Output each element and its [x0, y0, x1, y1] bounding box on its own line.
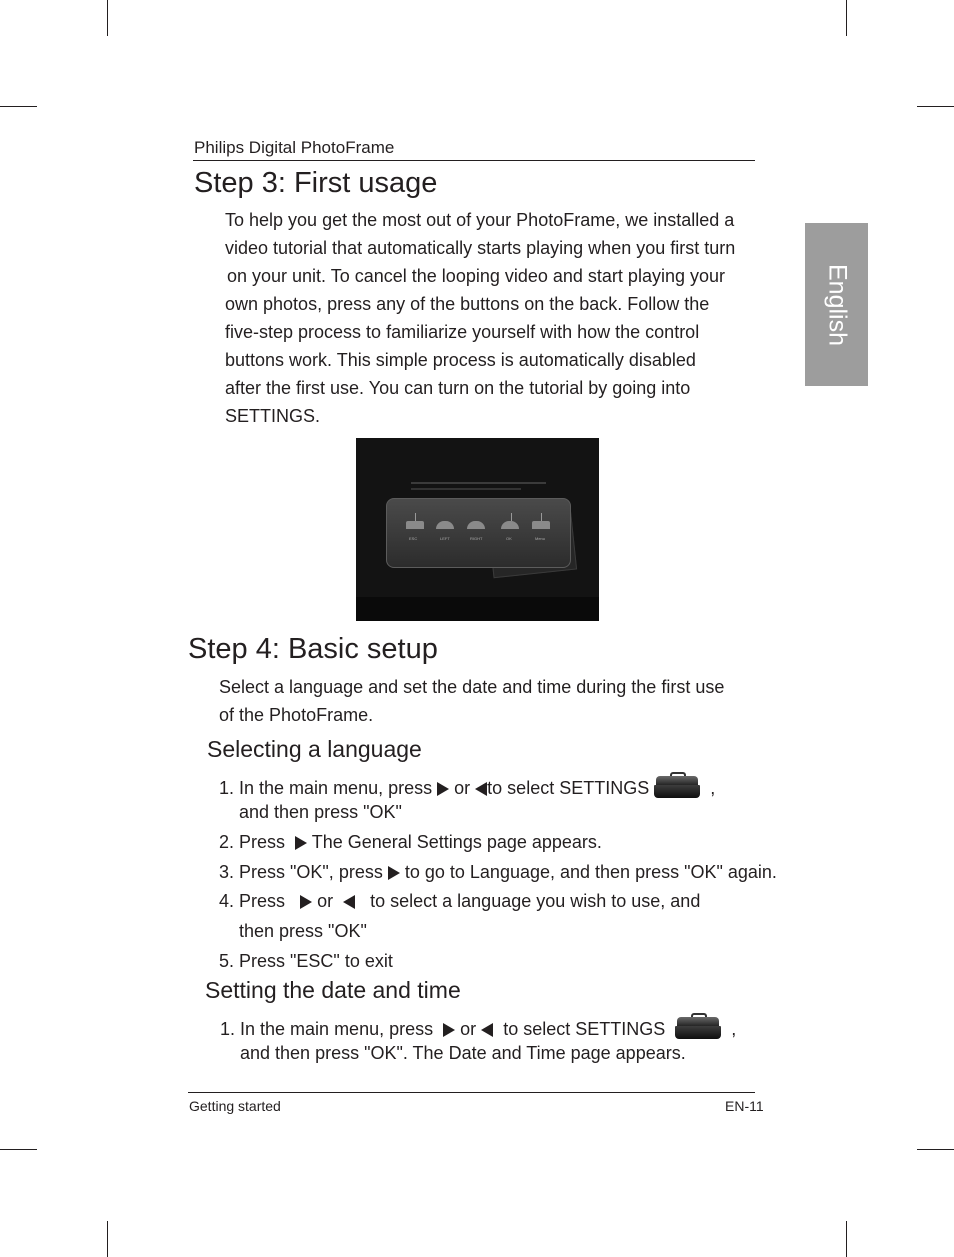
- step-text: to select SETTINGS: [487, 778, 650, 798]
- step-text: or: [460, 1019, 477, 1039]
- right-button-graphic: [467, 521, 485, 529]
- language-heading: Selecting a language: [207, 736, 422, 762]
- down-arrow-icon: [415, 513, 416, 521]
- tutorial-screenshot: [356, 438, 599, 621]
- step-text: 4. Press: [219, 891, 286, 911]
- right-arrow-icon: [437, 782, 449, 796]
- step3-paragraph-line: on your unit. To cancel the looping video and start playing your: [227, 266, 725, 286]
- footer-rule: [188, 1092, 755, 1093]
- step-text: ,: [731, 1019, 737, 1039]
- crop-mark: [107, 0, 108, 36]
- screen-button-label: Menu: [535, 536, 546, 541]
- esc-button-graphic: [406, 521, 424, 529]
- right-arrow-icon: [295, 836, 307, 850]
- language-step-5: 5. Press "ESC" to exit: [219, 951, 393, 971]
- left-arrow-icon: [475, 782, 487, 796]
- crop-mark: [917, 1149, 954, 1150]
- right-arrow-icon: [443, 1023, 455, 1037]
- step-text: 2. Press: [219, 832, 286, 852]
- left-arrow-icon: [343, 895, 355, 909]
- menu-button-graphic: [532, 521, 550, 529]
- language-step-4-cont: then press "OK": [239, 921, 367, 941]
- settings-toolbox-icon: [675, 1013, 721, 1039]
- step-text: to select SETTINGS: [503, 1019, 666, 1039]
- step-text: 1. In the main menu, press: [220, 1019, 434, 1039]
- step3-paragraph-line: after the first use. You can turn on the tutorial by going into: [225, 378, 691, 398]
- step-text: to go to Language, and then press "OK" again.: [404, 862, 777, 882]
- step3-paragraph-line: buttons work. This simple process is automatically disabled: [225, 350, 696, 370]
- screen-button-label: ESC: [409, 536, 418, 541]
- down-arrow-icon: [511, 513, 512, 521]
- footer-section: Getting started: [189, 1098, 281, 1114]
- left-arrow-icon: [481, 1023, 493, 1037]
- screen-button-label: LEFT: [440, 536, 450, 541]
- left-button-graphic: [436, 521, 454, 529]
- step-text: 3. Press "OK", press: [219, 862, 383, 882]
- crop-mark: [0, 1149, 37, 1150]
- screen-text-line: [411, 482, 546, 484]
- step-text: ,: [710, 778, 716, 798]
- datetime-heading: Setting the date and time: [205, 977, 461, 1003]
- button-panel-graphic: [386, 498, 571, 568]
- step3-paragraph-line: five-step process to familiarize yourself with how the control: [225, 322, 700, 342]
- down-arrow-icon: [541, 513, 542, 521]
- language-step-2: [219, 832, 602, 853]
- language-step-1: [219, 772, 715, 799]
- right-arrow-icon: [300, 895, 312, 909]
- page-number: EN-11: [725, 1098, 764, 1114]
- crop-mark: [917, 106, 954, 107]
- step-text: or: [317, 891, 334, 911]
- step3-paragraph-line: own photos, press any of the buttons on the back. Follow the: [225, 294, 710, 314]
- step4-intro-line: Select a language and set the date and time during the first use: [219, 677, 725, 697]
- header-rule: [193, 160, 755, 161]
- screen-bottom-bar: [356, 597, 599, 621]
- step3-paragraph-line: video tutorial that automatically starts playing when you first turn: [225, 238, 736, 258]
- step3-title: Step 3: First usage: [194, 167, 438, 199]
- screen-button-label: RIGHT: [470, 536, 483, 541]
- step4-intro-line: of the PhotoFrame.: [219, 705, 374, 725]
- step4-title: Step 4: Basic setup: [188, 633, 438, 665]
- screen-button-label: OK: [506, 536, 512, 541]
- step-text: to select a language you wish to use, and: [370, 891, 701, 911]
- running-header: Philips Digital PhotoFrame: [194, 138, 395, 157]
- language-step-1-cont: and then press "OK": [239, 802, 402, 822]
- step-text: 1. In the main menu, press: [219, 778, 433, 798]
- right-arrow-icon: [388, 866, 400, 880]
- language-step-4: [219, 891, 700, 912]
- datetime-step-1-cont: and then press "OK". The Date and Time page appears.: [240, 1043, 686, 1063]
- settings-toolbox-icon: [654, 772, 700, 798]
- step3-paragraph-line: To help you get the most out of your PhotoFrame, we installed a: [225, 210, 735, 230]
- language-step-3: [219, 862, 777, 883]
- datetime-step-1: [220, 1013, 736, 1040]
- step-text: The General Settings page appears.: [311, 832, 602, 852]
- crop-mark: [846, 0, 847, 36]
- crop-mark: [0, 106, 37, 107]
- crop-mark: [846, 1221, 847, 1257]
- crop-mark: [107, 1221, 108, 1257]
- language-tab: [805, 223, 868, 386]
- language-tab-label: English: [823, 263, 851, 346]
- step-text: or: [454, 778, 471, 798]
- ok-button-graphic: [501, 521, 519, 529]
- step3-paragraph-line: SETTINGS.: [225, 406, 321, 426]
- screen-text-line: [411, 488, 521, 490]
